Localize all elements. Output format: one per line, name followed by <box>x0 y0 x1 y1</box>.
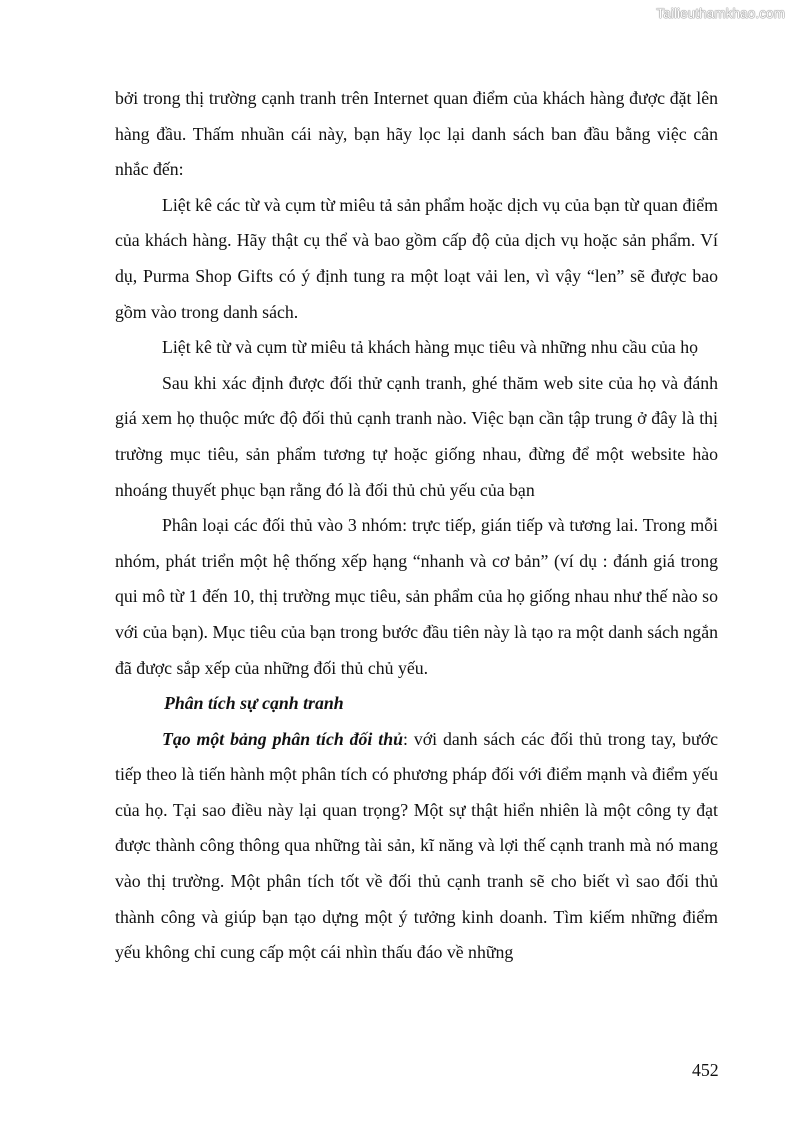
paragraph-4: Sau khi xác định được đối thử cạnh tranh, ghé thăm web site của họ và đánh giá xem họ thuộc mức độ đối thủ cạnh tranh nào. Việc bạn cần tập trung ở đây là thị trường mục tiêu, sản phẩm tương tự hoặc giống nhau, đừng để một website hào nhoáng thuyết phục bạn rằng đó là đối thủ chủ yếu của bạn <box>115 372 718 500</box>
paragraph-5: Phân loại các đối thủ vào 3 nhóm: trực tiếp, gián tiếp và tương lai. Trong mỗi nhóm, phát triển một hệ thống xếp hạng “nhanh và cơ bản” (ví dụ : đánh giá trong qui mô từ 1 đến 10, thị trường mục tiêu, sản phẩm của họ giống nhau như thế nào so với của bạn). Mục tiêu của bạn trong bước đầu tiên này là tạo ra một danh sách ngắn đã được sắp xếp của những đối thủ chủ yếu. <box>115 515 718 678</box>
paragraph-3: Liệt kê từ và cụm từ miêu tả khách hàng mục tiêu và những nhu cầu của họ <box>162 337 699 358</box>
paragraph-6-text: : với danh sách các đối thủ trong tay, bước tiếp theo là tiến hành một phân tích có phương pháp đối với điểm mạnh và điểm yếu của họ. Tại sao điều này lại quan trọng? Một sự thật hiển nhiên là một công ty đạt được thành công thông qua những tài sản, kĩ năng và lợi thế cạnh tranh mà nó mang vào thị trường. Một phân tích tốt về đối thủ cạnh tranh sẽ cho biết vì sao đối thủ thành công và giúp bạn tạo dựng một ý tưởng kinh doanh. Tìm kiếm những điểm yếu không chỉ cung cấp một cái nhìn thấu đáo về những <box>115 728 718 963</box>
watermark: Tailieuthamkhao.com <box>656 6 785 21</box>
document-body <box>115 81 718 971</box>
paragraph-2: Liệt kê các từ và cụm từ miêu tả sản phẩm hoặc dịch vụ của bạn từ quan điểm của khách hàng. Hãy thật cụ thể và bao gồm cấp độ của dịch vụ hoặc sản phẩm. Ví dụ, Purma Shop Gifts có ý định tung ra một loạt vải len, vì vậy “len” sẽ được bao gồm vào trong danh sách. <box>115 194 718 322</box>
page-number: 452 <box>692 1060 719 1080</box>
paragraph-1: bởi trong thị trường cạnh tranh trên Internet quan điểm của khách hàng được đặt lên hàng đầu. Thấm nhuần cái này, bạn hãy lọc lại danh sách ban đầu bằng việc cân nhắc đến: <box>115 88 718 180</box>
paragraph-6 <box>115 722 718 971</box>
section-heading: Phân tích sự cạnh tranh <box>164 693 344 714</box>
paragraph-6-lead: Tạo một bảng phân tích đối thủ <box>162 728 403 749</box>
